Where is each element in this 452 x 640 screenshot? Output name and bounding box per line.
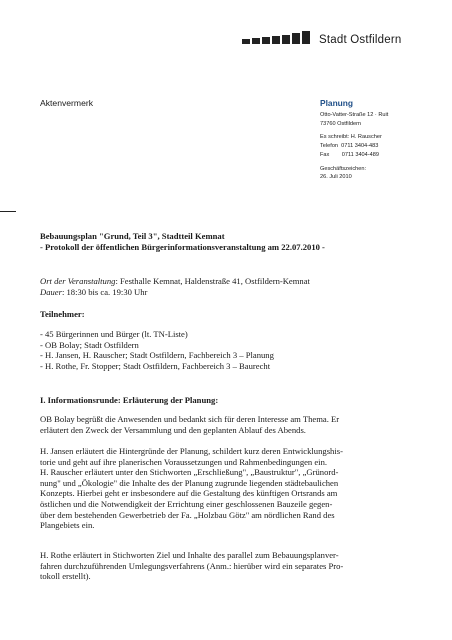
title-line-1: Bebauungsplan "Grund, Teil 3", Stadtteil Kemnat: [40, 231, 225, 241]
department-name: Planung: [320, 98, 354, 108]
text-line: OB Bolay begrüßt die Anwesenden und bedankt sich für deren Interesse am Thema. Er: [40, 414, 340, 424]
address-street: Otto-Vatter-Straße 12 · Ruit: [320, 112, 389, 118]
text-line: Plangebiets ein.: [40, 520, 95, 531]
text-line: nung" und „Ökologie" die Inhalte des der Planung zugrunde liegenden städtebaulichen: [40, 477, 339, 488]
document-title: [40, 231, 325, 252]
brand-name: Stadt Ostfildern: [319, 33, 402, 46]
list-item: - H. Jansen, H. Rauscher; Stadt Ostfildern, Fachbereich 3 – Planung: [40, 350, 274, 361]
text-line: H. Jansen erläutert die Hintergründe der Planung, schildert kurz deren Entwicklungshis-: [40, 446, 343, 456]
text-line: fahren durchzuführenden Umlegungsverfahrens (Anm.: hierüber wird ein separates Pro-: [40, 560, 344, 571]
address-city: 73760 Ostfildern: [320, 120, 362, 127]
paragraph: [40, 550, 343, 582]
logo-bars-icon: [242, 31, 310, 44]
event-location: [40, 276, 310, 287]
paragraph: [40, 446, 343, 531]
duration-label: Dauer: [40, 286, 62, 297]
stadt-ostfildern-logo: [242, 31, 401, 44]
list-item: - 45 Bürgerinnen und Bürger (lt. TN-Liste): [40, 329, 188, 339]
text-line: H. Rothe erläutert in Stichworten Ziel und Inhalte des parallel zum Bebauungsplanver-: [40, 550, 339, 560]
location-label: Ort der Veranstaltung: [40, 276, 116, 286]
text-line: torie und geht auf ihre planerischen Voraussetzungen und Rahmenbedingungen ein.: [40, 456, 328, 467]
text-line: Konzepts. Hierbei geht er insbesondere auf die Gestaltung des künftigen Ortsrands am: [40, 488, 338, 499]
location-value: : Festhalle Kemnat, Haldenstraße 41, Ostfildern-Kemnat: [115, 276, 310, 286]
paragraph: [40, 414, 339, 435]
text-line: östlichen und die Notwendigkeit der Errichtung einer geschlossenen Bauzeile gegen-: [40, 498, 333, 509]
title-line-2: - Protokoll der öffentlichen Bürgerinformationsveranstaltung am 22.07.2010 -: [40, 241, 325, 252]
list-item: - OB Bolay; Stadt Ostfildern: [40, 339, 139, 350]
fax: Fax 0711 3404-489: [320, 151, 379, 158]
fold-mark: [0, 211, 16, 212]
text-line: H. Rauscher erläutert unter den Stichworten „Erschließung", „Baustruktur", „Grünord-: [40, 467, 339, 478]
document-date: 26. Juli 2010: [320, 174, 352, 181]
text-line: über dem bestehenden Gewerbetrieb der Fa. „Holzbau Götz" am nördlichen Rand des: [40, 509, 335, 520]
duration-value: : 18:30 bis ca. 19:30 Uhr: [61, 286, 148, 297]
contact-box: [320, 98, 440, 182]
participants-list: [40, 329, 274, 371]
section-heading: I. Informationsrunde: Erläuterung der Planung:: [40, 395, 219, 405]
participants-heading: Teilnehmer:: [40, 309, 85, 319]
memo-label: Aktenvermerk: [40, 98, 94, 108]
reference-label: Geschäftszeichen:: [320, 165, 367, 172]
list-item: - H. Rothe, Fr. Stopper; Stadt Ostfildern, Fachbereich 3 – Baurecht: [40, 360, 271, 371]
writer: Es schreibt: H. Rauscher: [320, 134, 382, 141]
text-line: tokoll erstellt).: [40, 571, 91, 582]
event-info: [40, 276, 310, 297]
event-duration: [40, 287, 310, 298]
text-line: erläutert den Zweck der Versammlung und den geplanten Ablauf des Abends.: [40, 424, 306, 435]
phone: Telefon 0711 3404-483: [320, 143, 379, 150]
